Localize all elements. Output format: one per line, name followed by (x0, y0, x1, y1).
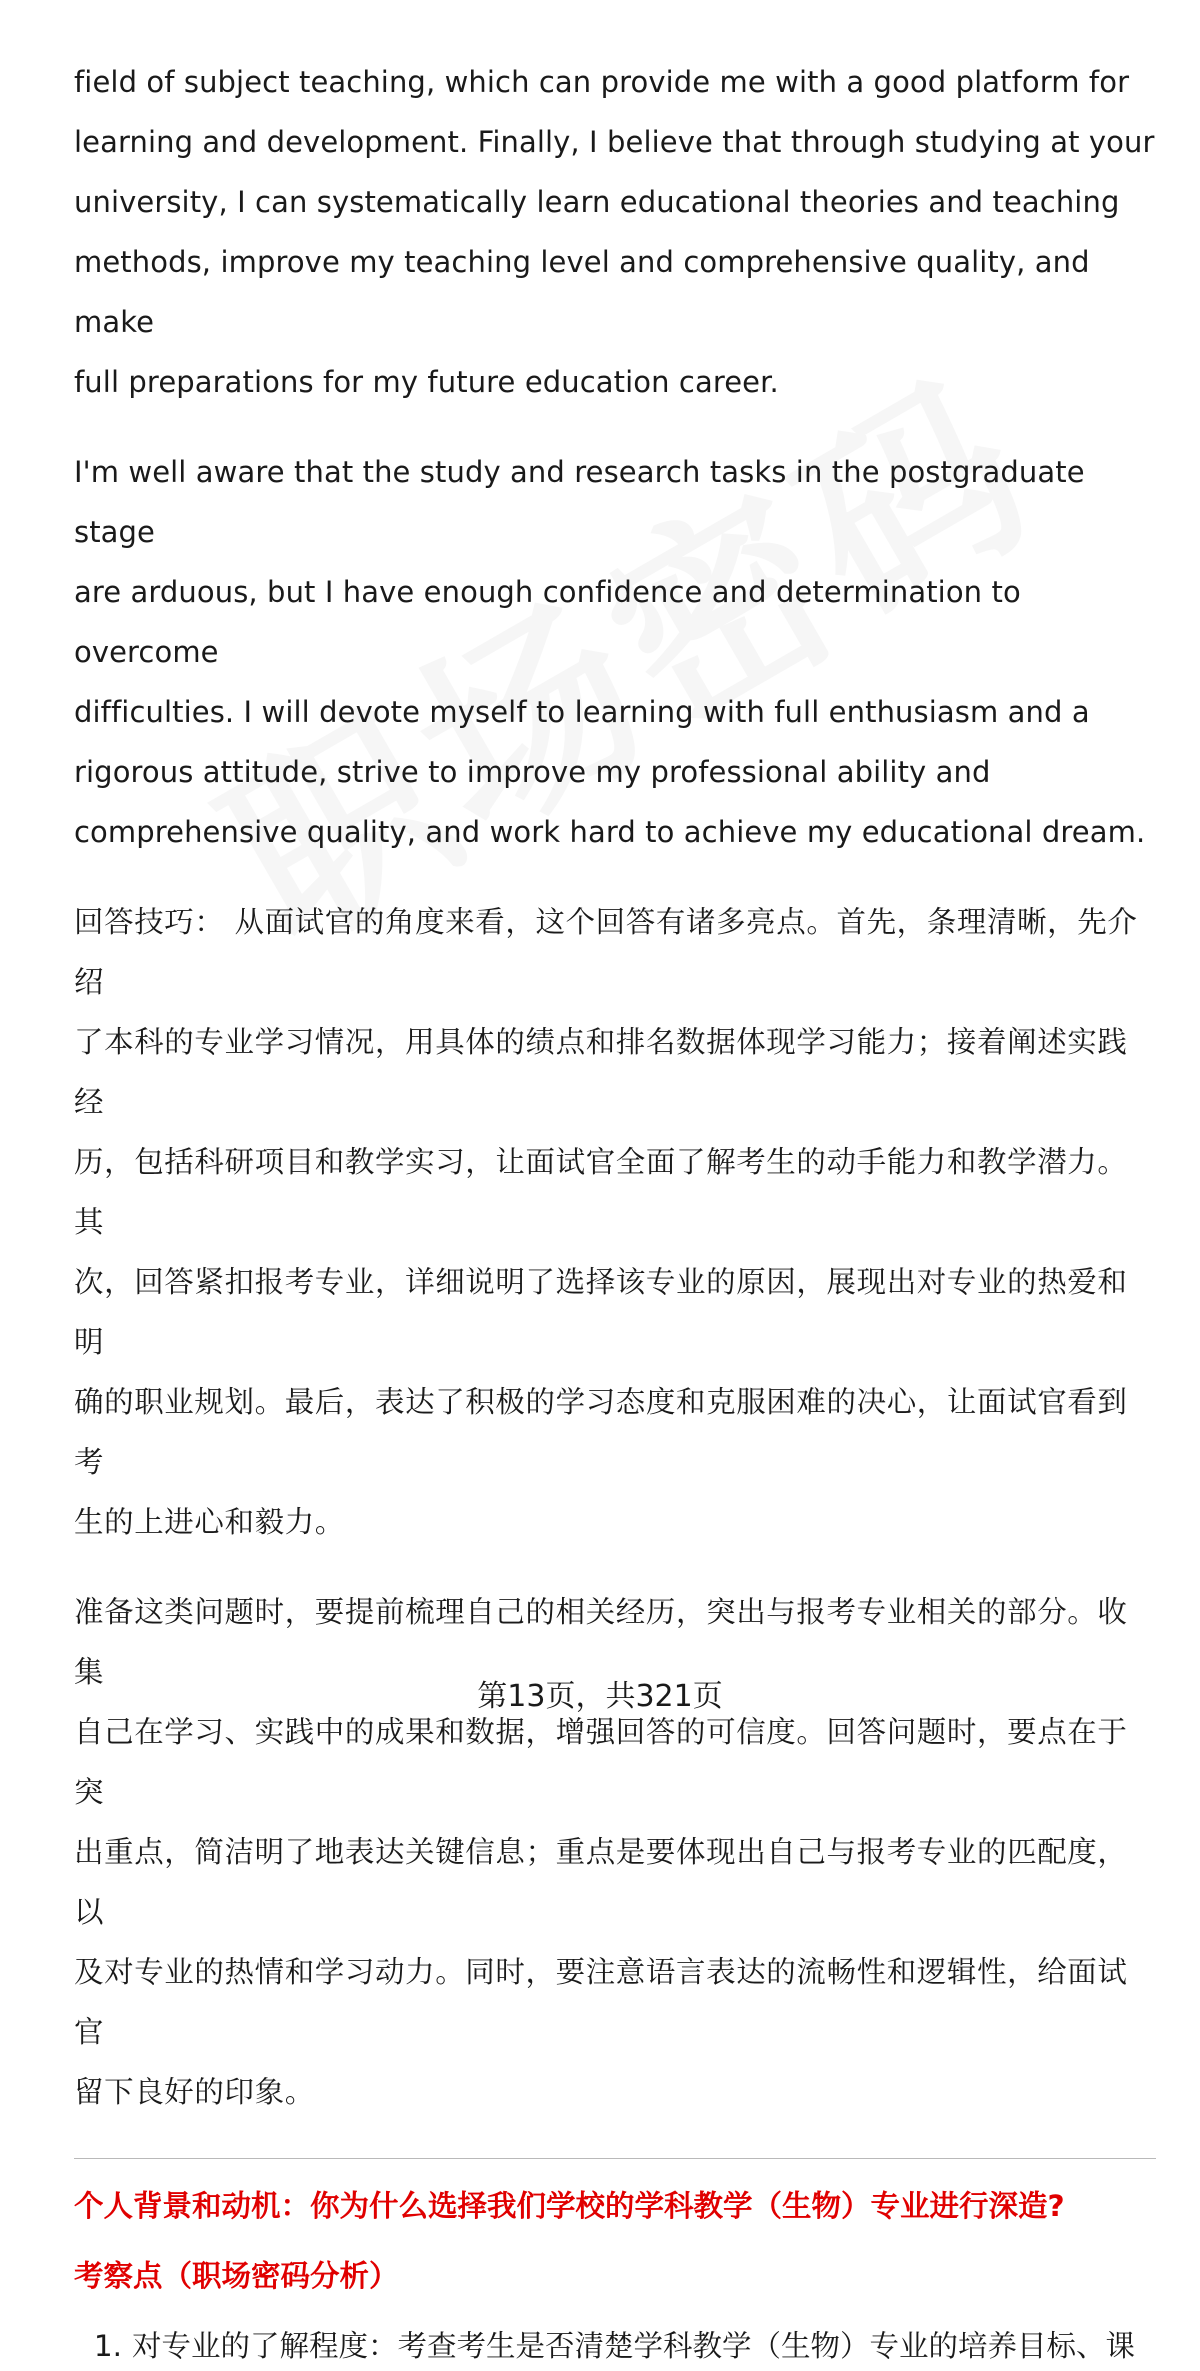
list-text: 对专业的了解程度：考查考生是否清楚学科教学（生物）专业的培养目标、课 (132, 2329, 1136, 2363)
page-number-footer: 第13页，共321页 (477, 1679, 723, 1714)
text-line: 留下良好的印象。 (74, 2075, 315, 2109)
text-line: 次，回答紧扣报考专业，详细说明了选择该专业的原因，展现出对专业的热爱和明 (74, 1265, 1128, 1359)
document-body (74, 52, 1156, 2371)
paragraph-determination (74, 442, 1156, 862)
text-line: 确的职业规划。最后，表达了积极的学习态度和克服困难的决心，让面试官看到考 (74, 1385, 1128, 1479)
list-item (74, 2321, 1156, 2371)
text-line: 了本科的专业学习情况，用具体的绩点和排名数据体现学习能力；接着阐述实践经 (74, 1025, 1128, 1119)
text-line: 及对专业的热情和学习动力。同时，要注意语言表达的流畅性和逻辑性，给面试官 (74, 1955, 1128, 2049)
text-line: 回答技巧： 从面试官的角度来看，这个回答有诸多亮点。首先，条理清晰，先介绍 (74, 905, 1138, 999)
section-divider (74, 2158, 1156, 2159)
text-line: 出重点，简洁明了地表达关键信息；重点是要体现出自己与报考专业的匹配度，以 (74, 1835, 1128, 1929)
text-line: field of subject teaching, which can provide me with a good platform for (74, 65, 1130, 99)
text-line: difficulties. I will devote myself to learning with full enthusiasm and a (74, 695, 1090, 729)
text-line: full preparations for my future education career. (74, 365, 779, 399)
text-line: are arduous, but I have enough confidence and determination to overcome (74, 575, 1021, 669)
list-number: 1. (93, 2329, 122, 2363)
text-line: comprehensive quality, and work hard to achieve my educational dream. (74, 815, 1146, 849)
analysis-heading: 考察点（职场密码分析） (74, 2259, 399, 2293)
paragraph-motivation-end (74, 52, 1156, 412)
text-line: rigorous attitude, strive to improve my professional ability and (74, 755, 991, 789)
question-heading: 个人背景和动机：你为什么选择我们学校的学科教学（生物）专业进行深造? (74, 2189, 1065, 2223)
text-line: I'm well aware that the study and research tasks in the postgraduate stage (74, 455, 1085, 549)
text-line: methods, improve my teaching level and comprehensive quality, and make (74, 245, 1090, 339)
paragraph-preparation-advice (74, 1582, 1156, 2122)
text-line: 自己在学习、实践中的成果和数据，增强回答的可信度。回答问题时，要点在于突 (74, 1715, 1128, 1809)
text-line: 历，包括科研项目和教学实习，让面试官全面了解考生的动手能力和教学潜力。其 (74, 1145, 1128, 1239)
text-line: university, I can systematically learn educational theories and teaching (74, 185, 1120, 219)
text-line: 准备这类问题时，要提前梳理自己的相关经历，突出与报考专业相关的部分。收集 (74, 1595, 1128, 1689)
text-line: 生的上进心和毅力。 (74, 1505, 345, 1539)
paragraph-answer-tips (74, 892, 1156, 1552)
text-line: learning and development. Finally, I believe that through studying at your (74, 125, 1155, 159)
